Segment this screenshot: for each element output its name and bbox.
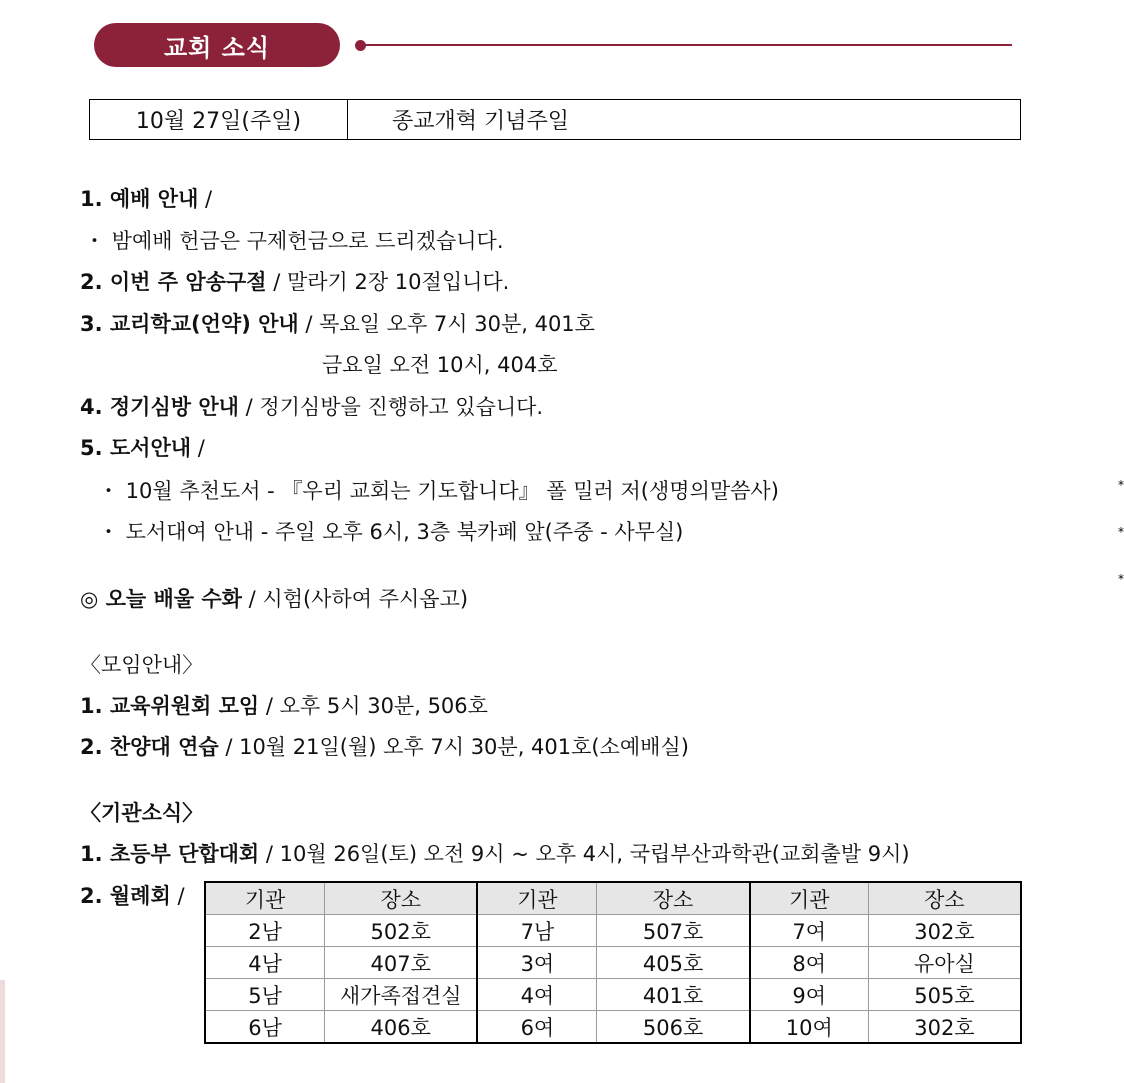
- table-cell: 505호: [868, 979, 1021, 1011]
- table-row: [205, 1011, 1021, 1044]
- table-cell: 7남: [477, 915, 597, 947]
- edge-star-mark: *: [1118, 478, 1124, 492]
- table-cell: 401호: [597, 979, 750, 1011]
- col-header: 장소: [325, 882, 478, 915]
- date-box: [89, 99, 1021, 140]
- table-cell: 507호: [597, 915, 750, 947]
- section-title-pill: [94, 23, 340, 67]
- table-cell: 6남: [205, 1011, 325, 1044]
- table-cell: 406호: [325, 1011, 478, 1044]
- table-cell: 새가족접견실: [325, 979, 478, 1011]
- groups-heading: 〈기관소식〉: [80, 801, 204, 825]
- table-cell: 502호: [325, 915, 478, 947]
- meetings-heading: 〈모임안내〉: [80, 653, 204, 677]
- date-cell: 10월 27일(주일): [90, 100, 348, 139]
- table-cell: 302호: [868, 915, 1021, 947]
- sign-language-item: ◎ 오늘 배울 수화 / 시험(사하여 주시옵고): [80, 587, 469, 611]
- table-cell: 8여: [750, 947, 869, 979]
- visitation-item: 4. 정기심방 안내 / 정기심방을 진행하고 있습니다.: [80, 395, 544, 419]
- edge-star-mark: *: [1118, 572, 1124, 586]
- table-cell: 9여: [750, 979, 869, 1011]
- monthly-meeting-table: [204, 881, 1022, 1044]
- col-header: 기관: [205, 882, 325, 915]
- table-row: [205, 915, 1021, 947]
- left-edge-strip: [0, 980, 5, 1083]
- table-cell: 4여: [477, 979, 597, 1011]
- table-header-row: [205, 882, 1021, 915]
- section-title: 교회 소식: [163, 33, 271, 62]
- edge-star-mark: *: [1118, 525, 1124, 539]
- table-cell: 7여: [750, 915, 869, 947]
- books-item: 5. 도서안내 /: [80, 436, 205, 460]
- col-header: 장소: [868, 882, 1021, 915]
- worship-bullet: ・ 밤예배 헌금은 구제헌금으로 드리겠습니다.: [84, 229, 504, 253]
- table-cell: 407호: [325, 947, 478, 979]
- table-cell: 2남: [205, 915, 325, 947]
- table-row: [205, 979, 1021, 1011]
- meeting-item-2: 2. 찬양대 연습 / 10월 21일(월) 오후 7시 30분, 401호(소예배실): [80, 735, 689, 759]
- groups-item-1: 1. 초등부 단합대회 / 10월 26일(토) 오전 9시 ~ 오후 4시, 국립부산과학관(교회출발 9시): [80, 842, 910, 866]
- table-cell: 4남: [205, 947, 325, 979]
- meeting-item-1: 1. 교육위원회 모임 / 오후 5시 30분, 506호: [80, 694, 488, 718]
- table-row: [205, 947, 1021, 979]
- books-bullet-recommend: ・ 10월 추천도서 - 『우리 교회는 기도합니다』 폴 밀러 저(생명의말씀사): [98, 479, 779, 503]
- doctrine-school-item: 3. 교리학교(언약) 안내 / 목요일 오후 7시 30분, 401호: [80, 312, 595, 336]
- col-header: 기관: [477, 882, 597, 915]
- table-cell: 10여: [750, 1011, 869, 1044]
- groups-item-2: 2. 월례회 /: [80, 884, 185, 908]
- table-cell: 6여: [477, 1011, 597, 1044]
- table-cell: 405호: [597, 947, 750, 979]
- table-cell: 506호: [597, 1011, 750, 1044]
- col-header: 장소: [597, 882, 750, 915]
- title-divider-line: [364, 44, 1012, 46]
- table-cell: 유아실: [868, 947, 1021, 979]
- table-cell: 5남: [205, 979, 325, 1011]
- col-header: 기관: [750, 882, 869, 915]
- doctrine-school-line2: 금요일 오전 10시, 404호: [322, 353, 558, 377]
- books-bullet-rental: ・ 도서대여 안내 - 주일 오후 6시, 3층 북카페 앞(주중 - 사무실): [98, 520, 684, 544]
- table-cell: 302호: [868, 1011, 1021, 1044]
- occasion-cell: 종교개혁 기념주일: [392, 109, 570, 134]
- worship-item: 1. 예배 안내 /: [80, 187, 213, 211]
- table-cell: 3여: [477, 947, 597, 979]
- memory-verse-item: 2. 이번 주 암송구절 / 말라기 2장 10절입니다.: [80, 270, 510, 294]
